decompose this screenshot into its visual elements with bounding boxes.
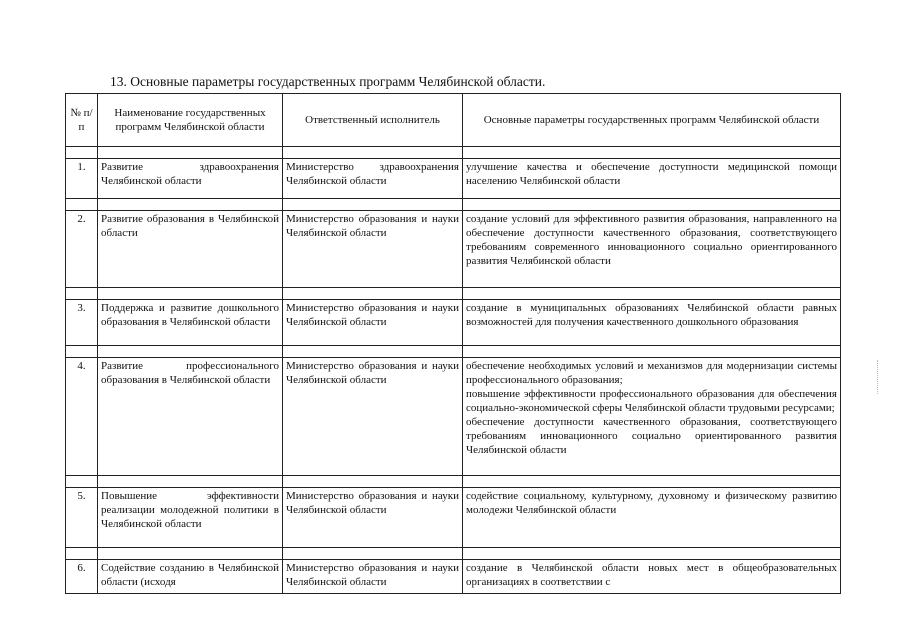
program-executor: Министерство образования и науки Челябинской области [283, 560, 463, 594]
header-params: Основные параметры государственных программ Челябинской области [463, 94, 841, 147]
program-name: Содействие созданию в Челябинской области (исходя [98, 560, 283, 594]
row-num: 5. [66, 488, 98, 548]
program-executor: Министерство образования и науки Челябинской области [283, 300, 463, 346]
table-row [66, 159, 841, 199]
param-item: обеспечение доступности качественного образования, соответствующего требованиям инновационного социально ориентированного развития Челябинской области [466, 416, 837, 456]
row-num: 3. [66, 300, 98, 346]
program-name: Развитие здравоохранения Челябинской области [98, 159, 283, 199]
row-num: 1. [66, 159, 98, 199]
section-title: 13. Основные параметры государственных программ Челябинской области. [110, 74, 546, 89]
program-name: Повышение эффективности реализации молодежной политики в Челябинской области [98, 488, 283, 548]
row-gap [66, 147, 841, 159]
scan-margin-mark [877, 360, 879, 394]
program-params [463, 159, 841, 199]
program-params [463, 358, 841, 476]
row-gap [66, 476, 841, 488]
program-executor: Министерство образования и науки Челябинской области [283, 211, 463, 288]
row-num: 4. [66, 358, 98, 476]
row-gap [66, 288, 841, 300]
program-name: Развитие профессионального образования в Челябинской области [98, 358, 283, 476]
header-num: № п/п [66, 94, 98, 147]
table-row [66, 488, 841, 548]
header-executor: Ответственный исполнитель [283, 94, 463, 147]
programs-table [65, 93, 841, 594]
table-row [66, 211, 841, 288]
param-item: создание условий для эффективного развития образования, направленного на обеспечение доступности качественного образования, соответствующего требованиям современного инновационного социально ориентированного развития Челябинской области [466, 213, 837, 267]
program-executor: Министерство образования и науки Челябинской области [283, 488, 463, 548]
program-name: Поддержка и развитие дошкольного образования в Челябинской области [98, 300, 283, 346]
program-name: Развитие образования в Челябинской области [98, 211, 283, 288]
table-header-row [66, 94, 841, 147]
row-gap [66, 548, 841, 560]
program-params [463, 300, 841, 346]
program-params [463, 488, 841, 548]
param-item: создание в муниципальных образованиях Челябинской области равных возможностей для получения качественного дошкольного образования [466, 302, 837, 328]
table-row [66, 300, 841, 346]
header-name: Наименование государственных программ Челябинской области [98, 94, 283, 147]
table-row [66, 358, 841, 476]
program-executor: Министерство образования и науки Челябинской области [283, 358, 463, 476]
param-item: улучшение качества и обеспечение доступности медицинской помощи населению Челябинской области [466, 161, 837, 187]
row-num: 2. [66, 211, 98, 288]
param-item: повышение эффективности профессионального образования для обеспечения социально-экономической сферы Челябинской области трудовыми ресурсами; [466, 388, 837, 414]
program-params [463, 211, 841, 288]
row-num: 6. [66, 560, 98, 594]
row-gap [66, 346, 841, 358]
param-item: создание в Челябинской области новых мест в общеобразовательных организациях в соответствии с [466, 562, 837, 588]
param-item: содействие социальному, культурному, духовному и физическому развитию молодежи Челябинской области [466, 490, 837, 516]
param-item: обеспечение необходимых условий и механизмов для модернизации системы профессионального образования; [466, 360, 837, 386]
row-gap [66, 199, 841, 211]
table-row [66, 560, 841, 594]
program-params [463, 560, 841, 594]
program-executor: Министерство здравоохранения Челябинской области [283, 159, 463, 199]
